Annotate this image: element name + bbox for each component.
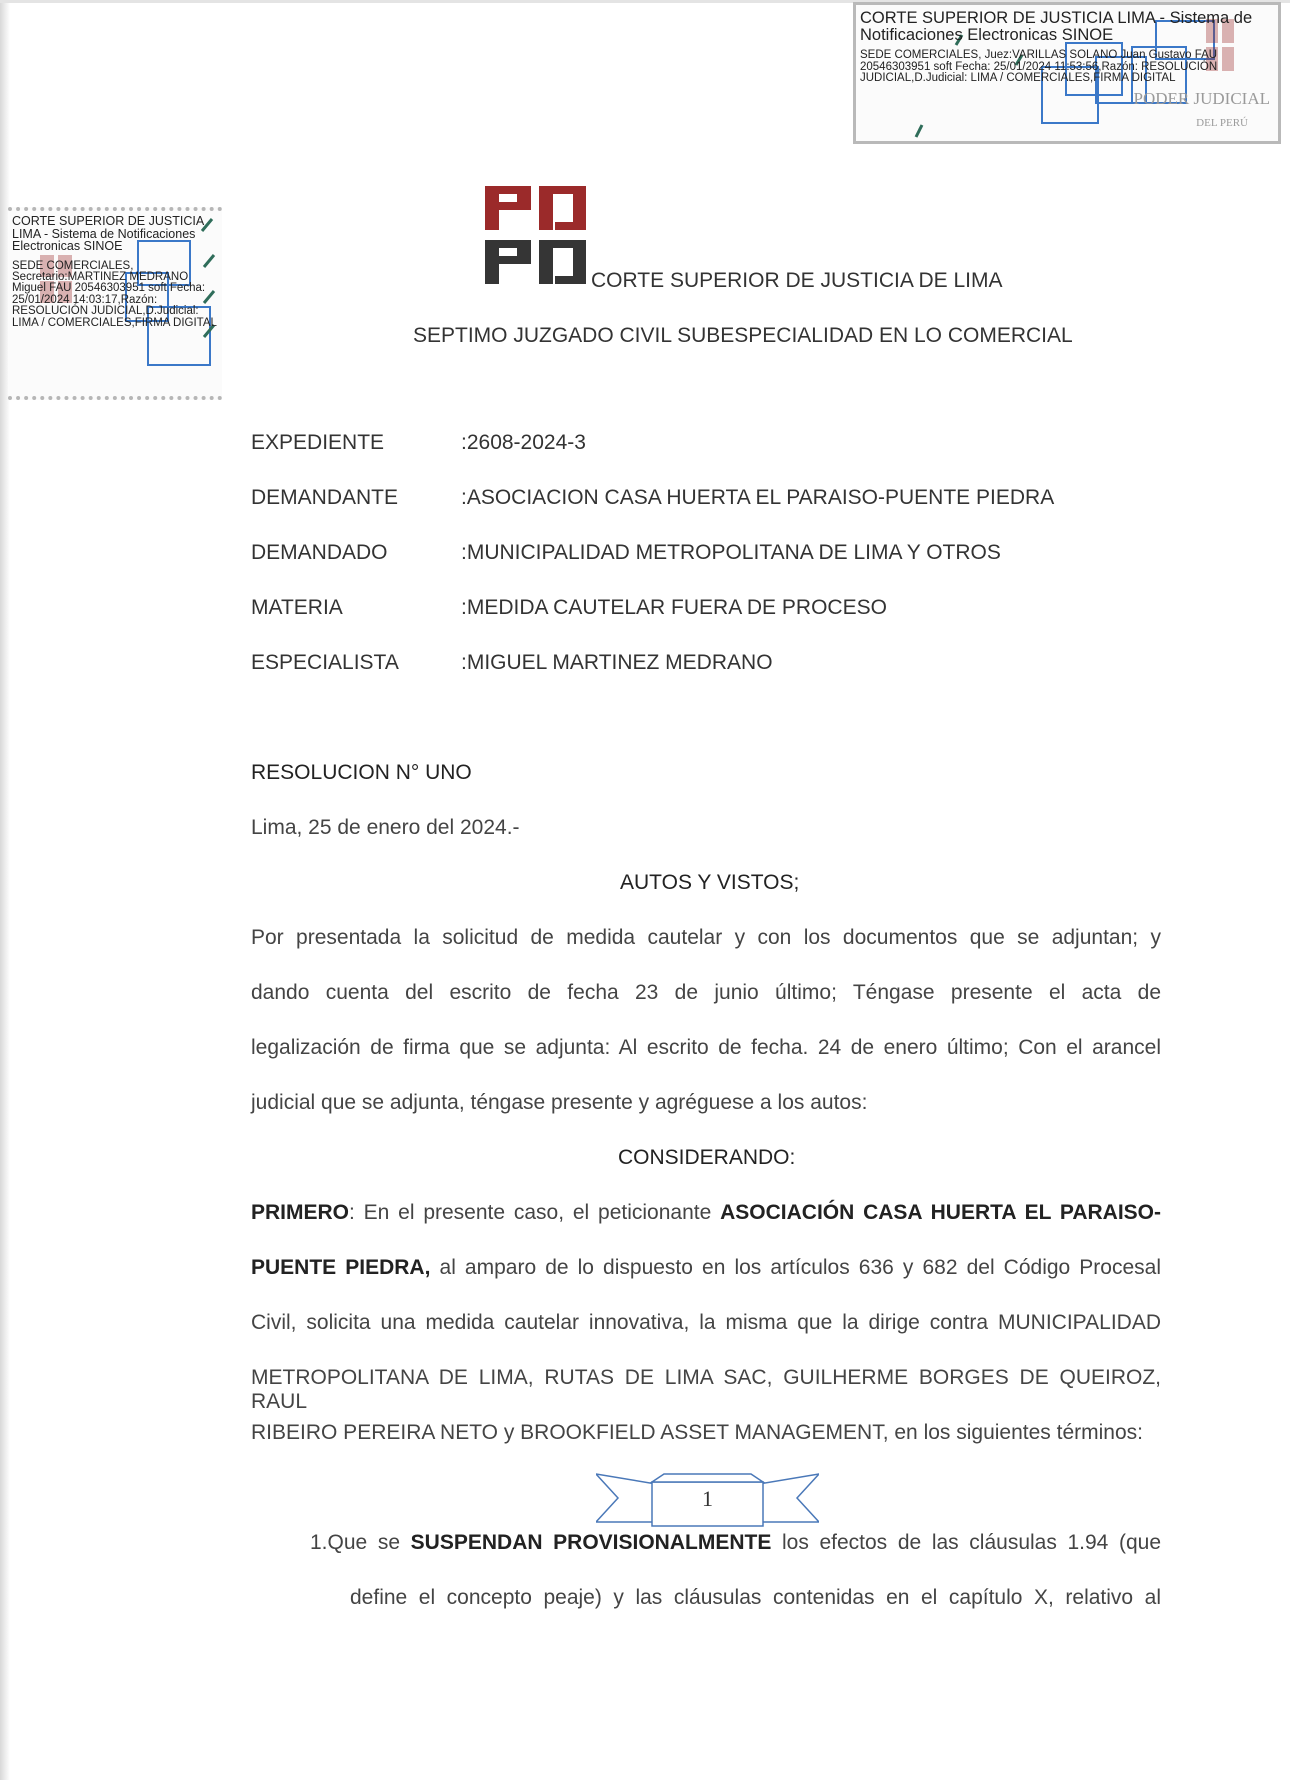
vistos-line: dando cuenta del escrito de fecha 23 de junio último; Téngase presente el acta de xyxy=(251,981,1161,1004)
primero-text: al amparo de lo dispuesto en los artículos 636 y 682 del Código Procesal xyxy=(430,1256,1161,1279)
signature-stamp-judge xyxy=(853,2,1281,144)
list-item-1-line-1 xyxy=(310,1531,1161,1555)
case-info-value: :2608-2024-3 xyxy=(461,431,586,454)
stamp-details: SEDE COMERCIALES, Secretario:MARTINEZ MEDRANO Miguel FAU 20546303951 soft Fecha: 25/01/2024 14:03:17,Razón: RESOLUCIÓN JUDICIAL,D.Judicial: LIMA / COMERCIALES,FIRMA DIGITAL xyxy=(12,259,217,329)
case-info-row-materia xyxy=(251,596,887,620)
resolution-title: RESOLUCION N° UNO xyxy=(251,761,472,784)
case-info-label: EXPEDIENTE xyxy=(251,431,385,454)
vistos-line: Por presentada la solicitud de medida cautelar y con los documentos que se adjuntan; y xyxy=(251,926,1161,949)
primero-line-5: RIBEIRO PEREIRA NETO y BROOKFIELD ASSET MANAGEMENT, en los siguientes términos: xyxy=(251,1421,1143,1444)
court-subtitle: SEPTIMO JUZGADO CIVIL SUBESPECIALIDAD EN LO COMERCIAL xyxy=(413,324,1073,347)
primero-text: : En el presente caso, el peticionante xyxy=(349,1201,721,1224)
list-item-emphasis: SUSPENDAN PROVISIONALMENTE xyxy=(410,1531,772,1554)
primero-label: PRIMERO xyxy=(251,1201,350,1224)
case-info-label: ESPECIALISTA xyxy=(251,651,399,674)
stamp-seal-sublabel: DEL PERÚ xyxy=(1196,117,1248,129)
case-info-value: :MUNICIPALIDAD METROPOLITANA DE LIMA Y OTROS xyxy=(461,541,1001,564)
signature-stamp-secretary xyxy=(8,207,222,400)
case-info-row-expediente xyxy=(251,431,586,455)
case-info-value: :MEDIDA CAUTELAR FUERA DE PROCESO xyxy=(461,596,887,619)
case-info-label: DEMANDANTE xyxy=(251,486,399,509)
court-name: CORTE SUPERIOR DE JUSTICIA DE LIMA xyxy=(591,269,1003,292)
stamp-title: CORTE SUPERIOR DE JUSTICIA LIMA - Sistema de Notificaciones Electronicas SINOE xyxy=(12,214,204,253)
poder-judicial-logo-icon xyxy=(485,186,586,284)
case-info-row-demandante xyxy=(251,486,1054,510)
case-info-row-demandado xyxy=(251,541,1001,565)
resolution-date: Lima, 25 de enero del 2024.- xyxy=(251,816,520,839)
page-number xyxy=(596,1470,819,1533)
primero-line-3: Civil, solicita una medida cautelar innovativa, la misma que la dirige contra MUNICIPALIDAD xyxy=(251,1311,1161,1334)
stamp-title: CORTE SUPERIOR DE JUSTICIA LIMA - Sistema de Notificaciones Electronicas SINOE xyxy=(860,9,1253,44)
vistos-line: legalización de firma que se adjunta: Al escrito de fecha. 24 de enero último; Con el arancel xyxy=(251,1036,1161,1059)
case-info-row-especialista xyxy=(251,651,773,675)
court-logo xyxy=(485,186,586,289)
primero-line-2 xyxy=(251,1256,1161,1280)
primero-line-4: METROPOLITANA DE LIMA, RUTAS DE LIMA SAC, GUILHERME BORGES DE QUEIROZ, RAUL xyxy=(251,1366,1161,1413)
page-number-value: 1 xyxy=(702,1486,713,1511)
case-info-label: DEMANDADO xyxy=(251,541,388,564)
list-item-text: los efectos de las cláusulas 1.94 (que xyxy=(771,1531,1162,1554)
case-info-label: MATERIA xyxy=(251,596,343,619)
stamp-seal-label: PODER JUDICIAL xyxy=(1133,89,1270,108)
list-item-text: 1.Que se xyxy=(310,1531,411,1554)
vistos-line: judicial que se adjunta, téngase presente y agréguese a los autos: xyxy=(251,1091,868,1114)
case-info-value: :MIGUEL MARTINEZ MEDRANO xyxy=(461,651,773,674)
petitioner-name-cont: PUENTE PIEDRA, xyxy=(251,1256,431,1279)
considerando-heading: CONSIDERANDO: xyxy=(618,1146,796,1169)
list-item-1-line-2: define el concepto peaje) y las cláusulas contenidas en el capítulo X, relativo al xyxy=(350,1586,1161,1609)
autos-y-vistos-heading: AUTOS Y VISTOS; xyxy=(620,871,800,894)
primero-line-1 xyxy=(251,1201,1161,1225)
case-info-value: :ASOCIACION CASA HUERTA EL PARAISO-PUENTE PIEDRA xyxy=(461,486,1055,509)
petitioner-name: ASOCIACIÓN CASA HUERTA EL PARAISO- xyxy=(720,1201,1161,1224)
stamp-details: SEDE COMERCIALES, Juez:VARILLAS SOLANO Juan Gustavo FAU 20546303951 soft Fecha: 25/01/2024 11:53:56,Razón: RESOLUCIÓN JUDICIAL,D.Judicial: LIMA / COMERCIALES,FIRMA DIGITAL xyxy=(860,49,1218,84)
